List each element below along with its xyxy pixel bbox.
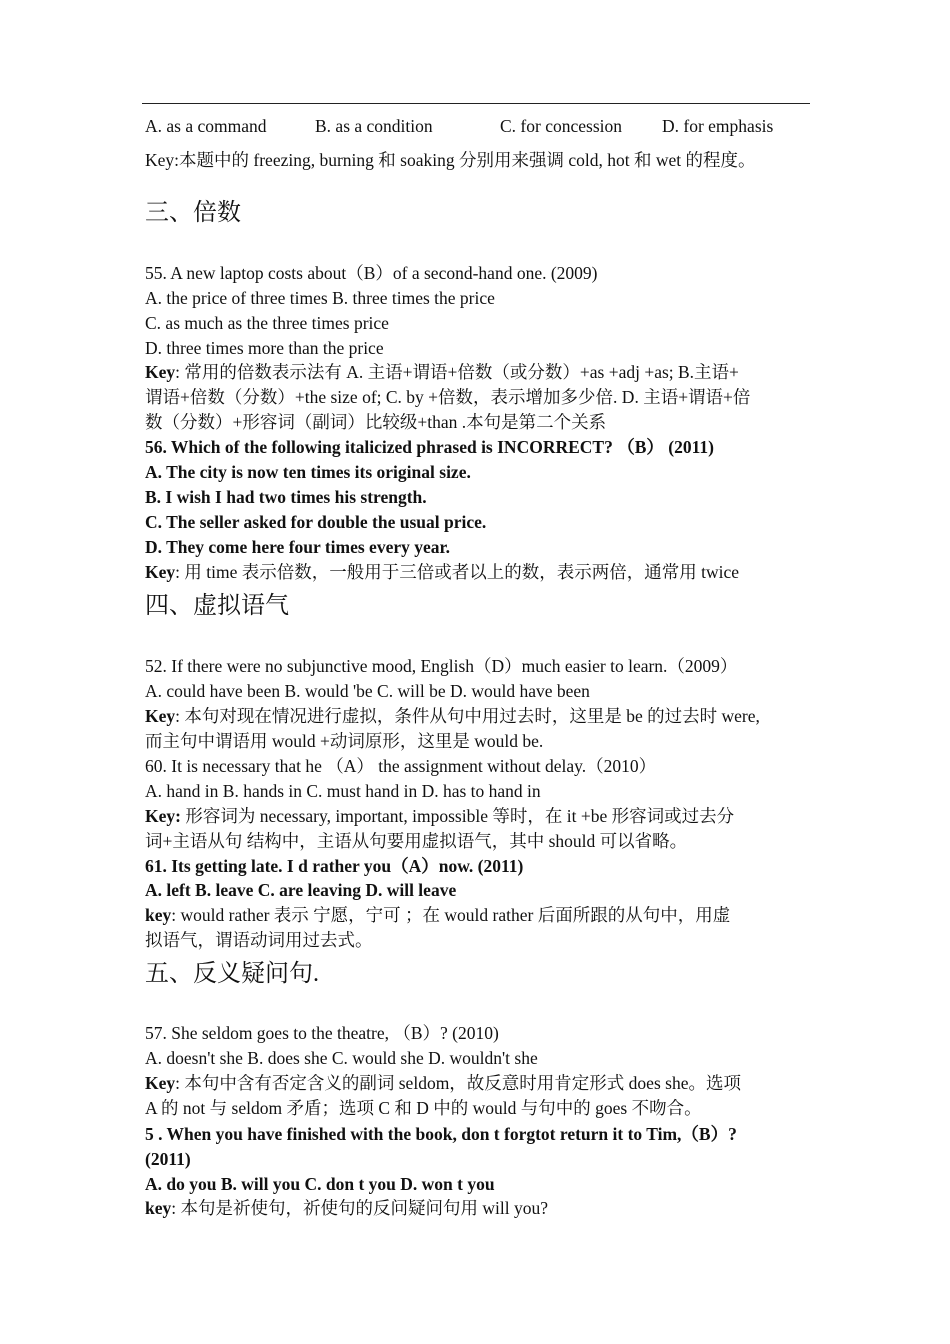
q61-key-line-2: 拟语气，谓语动词用过去式。 [145,930,373,950]
q52-key-line-2: 而主句中谓语用 would +动词原形，这里是 would be. [145,731,544,751]
q55-options-ab: A. the price of three times B. three times the price [145,288,495,308]
q52-options: A. could have been B. would 'be C. will be D. would have been [145,681,590,701]
key-text: : 本句中含有否定含义的副词 seldom，故反意时用肯定形式 does she。选项 [175,1073,741,1093]
key-label: Key [145,562,176,582]
key-text: : 本句是祈使句，祈使句的反问疑问句用 will you? [171,1198,548,1218]
q57-key-line-1 [145,1072,741,1094]
key-text: : would rather 表示 宁愿，宁可 ；在 would rather 后面所跟的从句中，用虚 [171,905,731,925]
q5x-key-line-1 [145,1197,548,1219]
key-label: Key [145,362,176,382]
key-text: : 用 time 表示倍数，一般用于三倍或者以上的数，表示两倍，通常用 twice [175,562,740,582]
q61-stem: 61. Its getting late. I d rather you（A）now. (2011) [145,856,524,876]
q60-options: A. hand in B. hands in C. must hand in D. has to hand in [145,781,541,801]
key-label: Key [145,1073,176,1093]
option-c: C. for concession [500,116,622,136]
top-rule [142,103,810,104]
q55-option-c: C. as much as the three times price [145,313,389,333]
option-b: B. as a condition [315,116,433,136]
q60-stem: 60. It is necessary that he （A） the assignment without delay.（2010） [145,756,657,776]
q56-option-d: D. They come here four times every year. [145,537,451,557]
q55-stem: 55. A new laptop costs about（B）of a second-hand one. (2009) [145,263,598,283]
q61-options: A. left B. leave C. are leaving D. will leave [145,880,457,900]
q57-stem: 57. She seldom goes to the theatre, （B）? (2010) [145,1023,499,1043]
q55-key-line-1 [145,361,739,383]
q5x-stem-line-1: 5 . When you have finished with the book, don t forgtot return it to Tim,（B）? [145,1124,737,1144]
q56-stem: 56. Which of the following italicized phrased is INCORRECT? （B） (2011) [145,437,714,457]
key-label: key [145,1198,172,1218]
section-3-title: 三、倍数 [145,200,241,226]
q5x-options: A. do you B. will you C. don t you D. won t you [145,1174,495,1194]
q55-key-line-2: 谓语+倍数（分数）+the size of; C. by +倍数，表示增加多少倍. D. 主语+谓语+倍 [145,387,751,407]
q60-key-line-2: 词+主语从句 结构中，主语从句要用虚拟语气，其中 should 可以省略。 [145,831,688,851]
q56-key-line-1 [145,561,739,583]
q52-key-line-1 [145,705,760,727]
section-4-title: 四、虚拟语气 [145,593,289,619]
q56-option-c: C. The seller asked for double the usual price. [145,512,487,532]
key-label: key [145,905,172,925]
section-5-title: 五、反义疑问句. [145,961,319,987]
q56-option-a: A. The city is now ten times its original size. [145,462,471,482]
q52-stem: 52. If there were no subjunctive mood, English（D）much easier to learn.（2009） [145,656,738,676]
q57-options: A. doesn't she B. does she C. would she D. wouldn't she [145,1048,538,1068]
option-d: D. for emphasis [662,116,774,136]
key-text: 形容词为 necessary, important, impossible 等时，在 it +be 形容词或过去分 [180,806,735,826]
key-text: : 本句对现在情况进行虚拟，条件从句中用过去时，这里是 be 的过去时 were, [175,706,760,726]
q5x-stem-line-2: (2011) [145,1149,191,1169]
option-a: A. as a command [145,116,267,136]
q55-key-line-3: 数（分数）+形容词（副词）比较级+than .本句是第二个关系 [145,412,607,432]
key-intro: Key:本题中的 freezing, burning 和 soaking 分别用来强调 cold, hot 和 wet 的程度。 [145,150,756,170]
key-text: : 常用的倍数表示法有 A. 主语+谓语+倍数（或分数）+as +adj +as; B.主语+ [175,362,739,382]
q57-key-line-2: A 的 not 与 seldom 矛盾；选项 C 和 D 中的 would 与句中的 goes 不吻合。 [145,1098,702,1118]
q56-option-b: B. I wish I had two times his strength. [145,487,427,507]
q55-option-d: D. three times more than the price [145,338,384,358]
options-row-top [145,115,805,137]
q61-key-line-1 [145,904,730,926]
key-label: Key [145,706,176,726]
q60-key-line-1 [145,805,734,827]
key-label: Key: [145,806,181,826]
